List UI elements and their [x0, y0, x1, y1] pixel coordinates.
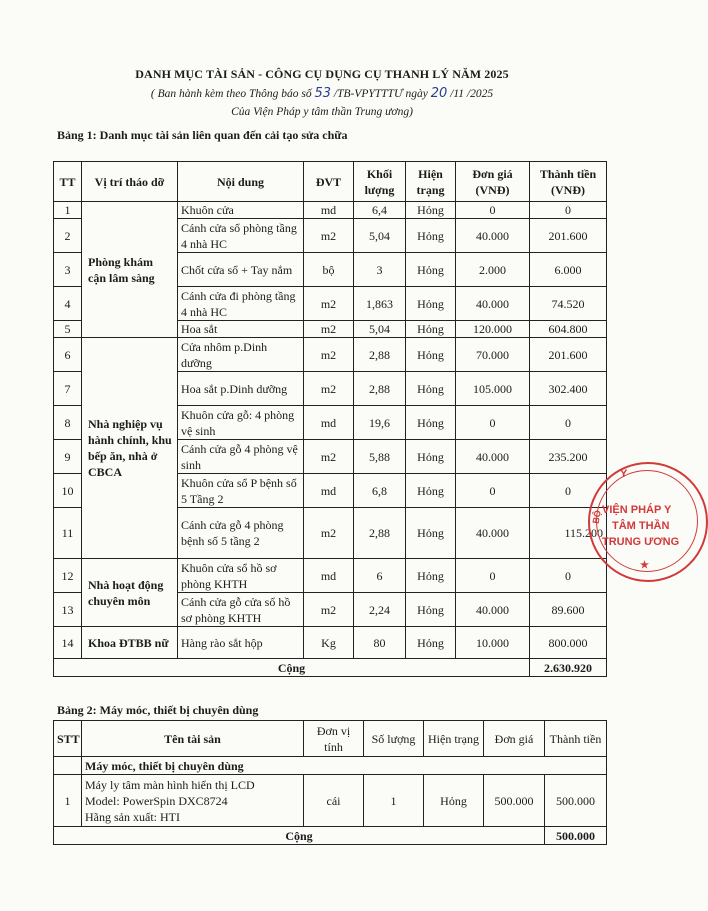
- cell-unit: m2: [304, 338, 354, 372]
- seal-line: VIỆN PHÁP Y: [602, 504, 672, 516]
- cell-status: Hỏng: [406, 440, 456, 474]
- cell-total: 201.600: [530, 219, 607, 253]
- cell-location: Phòng khám cận lâm sàng: [82, 202, 178, 338]
- seal-star-icon: ★: [640, 560, 649, 571]
- cell-price: 2.000: [456, 253, 530, 287]
- col-header: STT: [54, 721, 82, 757]
- cell-total: 500.000: [545, 775, 607, 827]
- cell-total: 201.600: [530, 338, 607, 372]
- document-title: DANH MỤC TÀI SẢN - CÔNG CỤ DỤNG CỤ THANH LÝ NĂM 2025: [135, 67, 509, 81]
- seal-top-text: Y: [620, 468, 628, 480]
- cell-qty: 2,88: [354, 338, 406, 372]
- table-row: [54, 627, 607, 659]
- cell-status: Hỏng: [406, 202, 456, 219]
- cell-unit: m2: [304, 219, 354, 253]
- group-row: [54, 757, 607, 775]
- table1-sum-row: [54, 659, 607, 677]
- cell-total: 0: [530, 559, 607, 593]
- cell-tt: 12: [54, 559, 82, 593]
- sum-label: Cộng: [54, 827, 545, 845]
- table2-header-row: [54, 721, 607, 757]
- cell-qty: 2,88: [354, 508, 406, 559]
- col-header: Vị trí tháo dỡ: [82, 162, 178, 202]
- cell-total: 800.000: [530, 627, 607, 659]
- cell-content: Hoa sắt: [178, 321, 304, 338]
- cell-price: 40.000: [456, 508, 530, 559]
- cell-tt: 2: [54, 219, 82, 253]
- table-row: [54, 775, 607, 827]
- cell-price: 500.000: [484, 775, 545, 827]
- col-header: Đơn giá: [484, 721, 545, 757]
- cell-unit: md: [304, 406, 354, 440]
- cell-status: Hỏng: [406, 338, 456, 372]
- cell-location: Nhà hoạt động chuyên môn: [82, 559, 178, 627]
- cell-status: Hỏng: [406, 372, 456, 406]
- col-header: Hiện trạng: [424, 721, 484, 757]
- cell-price: 40.000: [456, 287, 530, 321]
- cell-qty: 1: [364, 775, 424, 827]
- col-header: Số lượng: [364, 721, 424, 757]
- subtitle-org: Của Viện Pháp y tâm thần Trung ương): [231, 106, 413, 118]
- table-row: [54, 559, 607, 593]
- cell-tt: 6: [54, 338, 82, 372]
- cell-unit: cái: [304, 775, 364, 827]
- cell-tt: 13: [54, 593, 82, 627]
- cell-price: 40.000: [456, 219, 530, 253]
- cell-content: Cánh cửa gỗ cửa sổ hồ sơ phòng KHTH: [178, 593, 304, 627]
- sum-total: 2.630.920: [530, 659, 607, 677]
- cell-content: Khuôn cửa gỗ: 4 phòng vệ sinh: [178, 406, 304, 440]
- cell-unit: md: [304, 474, 354, 508]
- cell-price: 105.000: [456, 372, 530, 406]
- col-header: TT: [54, 162, 82, 202]
- cell-tt: 8: [54, 406, 82, 440]
- cell-content: Hoa sắt p.Dinh dưỡng: [178, 372, 304, 406]
- cell-qty: 2,24: [354, 593, 406, 627]
- cell-qty: 3: [354, 253, 406, 287]
- table-row: [54, 338, 607, 372]
- cell-tt: 10: [54, 474, 82, 508]
- asset-name-line: Máy ly tâm màn hình hiển thị LCD: [85, 777, 255, 792]
- cell-status: Hỏng: [406, 593, 456, 627]
- cell-tt: 11: [54, 508, 82, 559]
- cell-qty: 5,88: [354, 440, 406, 474]
- table1-caption: Bảng 1: Danh mục tài sản liên quan đến cải tạo sửa chữa: [57, 128, 348, 142]
- cell-unit: m2: [304, 287, 354, 321]
- cell-status: Hỏng: [406, 508, 456, 559]
- cell-tt: 5: [54, 321, 82, 338]
- cell-content: Cánh cửa gỗ 4 phòng vệ sinh: [178, 440, 304, 474]
- sum-label: Cộng: [54, 659, 530, 677]
- cell-qty: 6,4: [354, 202, 406, 219]
- cell-unit: m2: [304, 440, 354, 474]
- cell-qty: 80: [354, 627, 406, 659]
- cell-status: Hỏng: [406, 253, 456, 287]
- cell-unit: md: [304, 202, 354, 219]
- assets-renovation-table: [53, 161, 607, 677]
- cell-asset-name: [82, 775, 304, 827]
- cell-unit: md: [304, 559, 354, 593]
- cell-unit: Kg: [304, 627, 354, 659]
- col-header: Tên tài sản: [82, 721, 304, 757]
- col-header: ĐVT: [304, 162, 354, 202]
- cell-unit: m2: [304, 372, 354, 406]
- cell-price: 0: [456, 474, 530, 508]
- cell-status: Hỏng: [406, 627, 456, 659]
- subtitle-mid: /TB-VPYTTTƯ ngày: [331, 88, 431, 100]
- document-subtitle: [0, 86, 644, 101]
- equipment-table: [53, 720, 607, 845]
- cell-tt: 4: [54, 287, 82, 321]
- handwritten-doc-number: 53: [314, 86, 331, 101]
- asset-maker-line: Hãng sản xuất: HTI: [85, 809, 180, 824]
- col-header: Nội dung: [178, 162, 304, 202]
- cell-unit: bộ: [304, 253, 354, 287]
- col-header: Đơn giá (VNĐ): [456, 162, 530, 202]
- red-seal-stamp: [588, 462, 708, 582]
- seal-line: TÂM THẦN: [612, 520, 670, 532]
- cell-status: Hỏng: [406, 287, 456, 321]
- cell-unit: m2: [304, 508, 354, 559]
- cell-total: 0: [530, 406, 607, 440]
- seal-line: TRUNG ƯƠNG: [602, 536, 680, 548]
- group-empty-cell: [54, 757, 82, 775]
- cell-qty: 2,88: [354, 372, 406, 406]
- cell-stt: 1: [54, 775, 82, 827]
- cell-price: 0: [456, 406, 530, 440]
- cell-total: 74.520: [530, 287, 607, 321]
- cell-content: Cửa nhôm p.Dinh dưỡng: [178, 338, 304, 372]
- cell-total: 115.200: [530, 508, 607, 559]
- seal-side-text: BỘ: [590, 509, 603, 525]
- table1-header-row: [54, 162, 607, 202]
- col-header: Thành tiền: [545, 721, 607, 757]
- cell-content: Cánh cửa sổ phòng tầng 4 nhà HC: [178, 219, 304, 253]
- cell-status: Hỏng: [406, 559, 456, 593]
- cell-status: Hỏng: [406, 474, 456, 508]
- cell-total: 89.600: [530, 593, 607, 627]
- col-header: Hiện trạng: [406, 162, 456, 202]
- group-label: Máy móc, thiết bị chuyên dùng: [82, 757, 607, 775]
- cell-tt: 3: [54, 253, 82, 287]
- cell-price: 70.000: [456, 338, 530, 372]
- cell-total: 604.800: [530, 321, 607, 338]
- cell-status: Hỏng: [406, 219, 456, 253]
- cell-price: 0: [456, 202, 530, 219]
- cell-status: Hỏng: [406, 321, 456, 338]
- cell-total: 0: [530, 474, 607, 508]
- cell-tt: 1: [54, 202, 82, 219]
- col-header: Thành tiền (VNĐ): [530, 162, 607, 202]
- cell-tt: 9: [54, 440, 82, 474]
- cell-tt: 14: [54, 627, 82, 659]
- table2-sum-row: [54, 827, 607, 845]
- cell-qty: 6,8: [354, 474, 406, 508]
- col-header: Đơn vị tính: [304, 721, 364, 757]
- cell-total: 302.400: [530, 372, 607, 406]
- cell-price: 10.000: [456, 627, 530, 659]
- cell-content: Hàng rào sắt hộp: [178, 627, 304, 659]
- handwritten-day: 20: [430, 86, 448, 101]
- cell-content: Cánh cửa đi phòng tầng 4 nhà HC: [178, 287, 304, 321]
- cell-content: Khuôn cửa: [178, 202, 304, 219]
- cell-qty: 6: [354, 559, 406, 593]
- cell-unit: m2: [304, 321, 354, 338]
- cell-tt: 7: [54, 372, 82, 406]
- cell-location: Nhà nghiệp vụ hành chính, khu bếp ăn, nhà ở CBCA: [82, 338, 178, 559]
- cell-qty: 19,6: [354, 406, 406, 440]
- sum-total: 500.000: [545, 827, 607, 845]
- cell-status: Hỏng: [406, 406, 456, 440]
- asset-model-line: Model: PowerSpin DXC8724: [85, 793, 228, 808]
- cell-price: 0: [456, 559, 530, 593]
- cell-content: Khuôn cửa sổ hồ sơ phòng KHTH: [178, 559, 304, 593]
- cell-total: 0: [530, 202, 607, 219]
- cell-status: Hỏng: [424, 775, 484, 827]
- cell-content: Chốt cửa sổ + Tay nắm: [178, 253, 304, 287]
- cell-price: 40.000: [456, 440, 530, 474]
- cell-location: Khoa ĐTBB nữ: [82, 627, 178, 659]
- cell-unit: m2: [304, 593, 354, 627]
- cell-price: 40.000: [456, 593, 530, 627]
- subtitle-prefix: ( Ban hành kèm theo Thông báo số: [150, 88, 315, 100]
- subtitle-suffix: /11 /2025: [447, 88, 494, 100]
- cell-price: 120.000: [456, 321, 530, 338]
- cell-content: Khuôn cửa sổ P bệnh số 5 Tầng 2: [178, 474, 304, 508]
- col-header: Khối lượng: [354, 162, 406, 202]
- cell-qty: 1,863: [354, 287, 406, 321]
- cell-total: 235.200: [530, 440, 607, 474]
- table-row: [54, 202, 607, 219]
- table2-caption: Bảng 2: Máy móc, thiết bị chuyên dùng: [57, 703, 259, 717]
- cell-content: Cánh cửa gỗ 4 phòng bệnh số 5 tầng 2: [178, 508, 304, 559]
- cell-total: 6.000: [530, 253, 607, 287]
- cell-qty: 5,04: [354, 321, 406, 338]
- cell-qty: 5,04: [354, 219, 406, 253]
